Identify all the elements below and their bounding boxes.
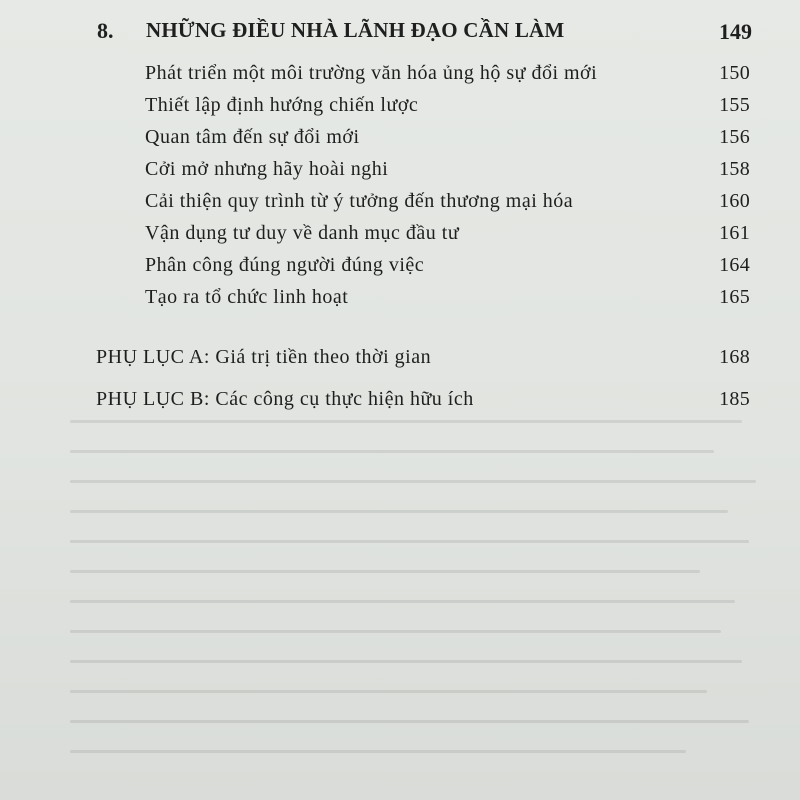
toc-entry (0, 62, 800, 96)
chapter-heading-row (0, 0, 800, 44)
toc-entry-title: Cải thiện quy trình từ ý tưởng đến thương mại hóa (145, 190, 574, 212)
toc-entry (0, 190, 800, 224)
chapter-title: NHỮNG ĐIỀU NHÀ LÃNH ĐẠO CẦN LÀM (146, 18, 565, 42)
toc-entry-page: 161 (719, 222, 750, 244)
appendix-page: 185 (719, 388, 750, 410)
toc-entry (0, 94, 800, 128)
toc-entry-title: Phát triển một môi trường văn hóa ủng hộ sự đổi mới (145, 62, 598, 84)
appendix-title: PHỤ LỤC B: Các công cụ thực hiện hữu ích (96, 388, 474, 410)
toc-entry-title: Quan tâm đến sự đổi mới (145, 126, 360, 148)
toc-entry-page: 160 (719, 190, 750, 212)
appendix-entry (0, 388, 800, 422)
toc-entry (0, 126, 800, 160)
toc-entry-title: Phân công đúng người đúng việc (145, 254, 425, 276)
chapter-page-number: 149 (719, 19, 752, 44)
toc-entry-title: Cởi mở nhưng hãy hoài nghi (145, 158, 389, 180)
chapter-number: 8. (97, 18, 114, 43)
toc-entry-page: 155 (719, 94, 750, 116)
appendix-page: 168 (719, 346, 750, 368)
toc-entry (0, 286, 800, 320)
toc-entry-title: Thiết lập định hướng chiến lược (145, 94, 419, 116)
toc-entry-title: Vận dụng tư duy về danh mục đầu tư (145, 222, 460, 244)
toc-entry (0, 254, 800, 288)
toc-entry (0, 222, 800, 256)
toc-entry-page: 150 (719, 62, 750, 84)
toc-entry-page: 156 (719, 126, 750, 148)
toc-entry-page: 158 (719, 158, 750, 180)
bleed-through-text (70, 420, 770, 780)
toc-entry (0, 158, 800, 192)
appendix-entry (0, 346, 800, 380)
toc-entry-page: 164 (719, 254, 750, 276)
toc-entry-title: Tạo ra tổ chức linh hoạt (145, 286, 349, 308)
appendix-title: PHỤ LỤC A: Giá trị tiền theo thời gian (96, 346, 432, 368)
toc-entry-page: 165 (719, 286, 750, 308)
